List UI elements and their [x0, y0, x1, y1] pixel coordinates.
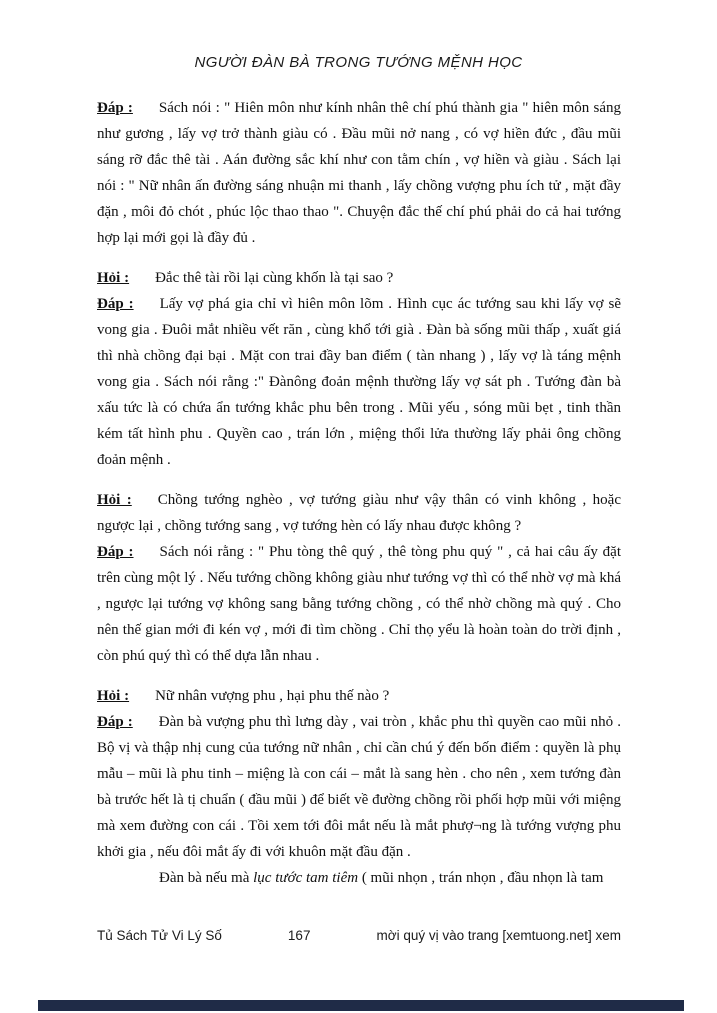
- horizontal-scrollbar[interactable]: [38, 1000, 684, 1011]
- answer-paragraph: [97, 539, 621, 669]
- answer-paragraph: [97, 709, 621, 865]
- question-text: Chồng tướng nghèo , vợ tướng giàu như vậy thân có vinh không , hoặc ngược lại , chồng tướng sang , vợ tướng hèn có lấy nhau được không ?: [97, 492, 621, 534]
- answer-text: Lấy vợ phá gia chỉ vì hiên môn lõm . Hình cục ác tướng sau khi lấy vợ sẽ vong gia . Đuôi mắt nhiều vết răn , cùng khổ tới già . Đàn bà sống mũi thấp , xuất giá thì nhà chồng đại bại . Mặt con trai đầy ban điểm ( tàn nhang ) , lấy vợ là táng mệnh vong gia . Sách nói rằng :" Đànông đoản mệnh thường lấy vợ sát ph . Tướng đàn bà xấu tức là có chứa ẩn tướng khắc phu bên trong . Mũi yếu , sóng mũi bẹt , tinh thần kém tất hình phu . Quyền cao , trán lớn , miệng thổi lửa thường lấy phải ông chồng đoản mệnh .: [97, 296, 621, 468]
- page-footer: [97, 928, 621, 943]
- question-paragraph: [97, 265, 621, 291]
- footer-site-note: mời quý vị vào trang [xemtuong.net] xem: [376, 928, 621, 943]
- page-number: 167: [287, 928, 311, 943]
- answer-label: Đáp :: [97, 544, 134, 560]
- answer-text: Đàn bà vượng phu thì lưng dày , vai tròn , khắc phu thì quyền cao mũi nhỏ . Bộ vị và thập nhị cung của tướng nữ nhân , chỉ cần chú ý đến bốn điểm : quyền là phụ mẫu – mũi là phu tinh – miệng là con cái – mắt là sang hèn . cho nên , xem tướng đàn bà trước hết là tị chuẩn ( đầu mũi ) để biết về đường chồng rồi phối hợp mũi với miệng mà xem đường con cái . Tồi xem tới đôi mắt nếu là mắt phượ¬ng là tướng vượng phu khởi gia , nếu đôi mắt ấy đi với khuôn mặt đầu đặn .: [97, 714, 622, 860]
- answer-paragraph: [97, 291, 621, 473]
- question-paragraph: [97, 683, 621, 709]
- answer-text: Sách nói rằng : " Phu tòng thê quý , thê tòng phu quý " , cả hai câu ấy đặt trên cùng một lý . Nếu tướng chồng không giàu như tướng vợ thì có thể nhờ vợ mà khá , ngược lại tướng vợ không sang bằng tướng chồng , có thể nhờ chồng mà quý . Cho nên thế gian mới đi kén vợ , mới đi tìm chồng . Chỉ thọ yểu là hoàn toàn do trời định , còn phú quý thì có thể dựa lẫn nhau .: [97, 544, 621, 664]
- answer-label: Đáp :: [97, 100, 133, 116]
- qa-group: [97, 487, 621, 669]
- answer-label: Đáp :: [97, 296, 134, 312]
- closing-text-italic: lục tước tam tiêm: [253, 870, 359, 886]
- question-text: Đắc thê tài rồi lại cùng khốn là tại sao ?: [155, 270, 394, 286]
- page-body: [97, 95, 621, 891]
- qa-group: [97, 265, 621, 473]
- answer-text: Sách nói : " Hiên môn như kính nhân thê chí phú thành gia " hiên môn sáng như gương , lấy vợ trở thành giàu có . Đầu mũi nở nang , có vợ hiền đức , đầu mũi sáng rỡ đắc thê tài . Aán đường sắc khí như con tằm chín , vợ hiền và giàu . Sách lại nói : " Nữ nhân ấn đường sáng nhuận mi thanh , lấy chồng vượng phu ích tử , mặt đầy đặn , môi đỏ chót , phúc lộc thao thao ". Chuyện đắc thế chí phú phải do cả hai tướng hợp lại mới gọi là đầy đủ .: [97, 100, 622, 246]
- question-label: Hỏi :: [97, 492, 132, 508]
- qa-group: [97, 683, 621, 891]
- footer-series-title: Tủ Sách Tử Vi Lý Số: [97, 928, 222, 943]
- question-label: Hỏi :: [97, 688, 130, 704]
- question-text: Nữ nhân vượng phu , hại phu thế nào ?: [155, 688, 390, 704]
- answer-label: Đáp :: [97, 714, 133, 730]
- closing-text-pre: Đàn bà nếu mà: [159, 870, 254, 886]
- question-paragraph: [97, 487, 621, 539]
- answer-paragraph: [97, 95, 621, 251]
- question-label: Hỏi :: [97, 270, 130, 286]
- closing-paragraph: [97, 865, 621, 891]
- page-title: NGƯỜI ĐÀN BÀ TRONG TƯỚNG MỆNH HỌC: [194, 54, 523, 71]
- closing-text-post: ( mũi nhọn , trán nhọn , đầu nhọn là tam: [358, 870, 604, 886]
